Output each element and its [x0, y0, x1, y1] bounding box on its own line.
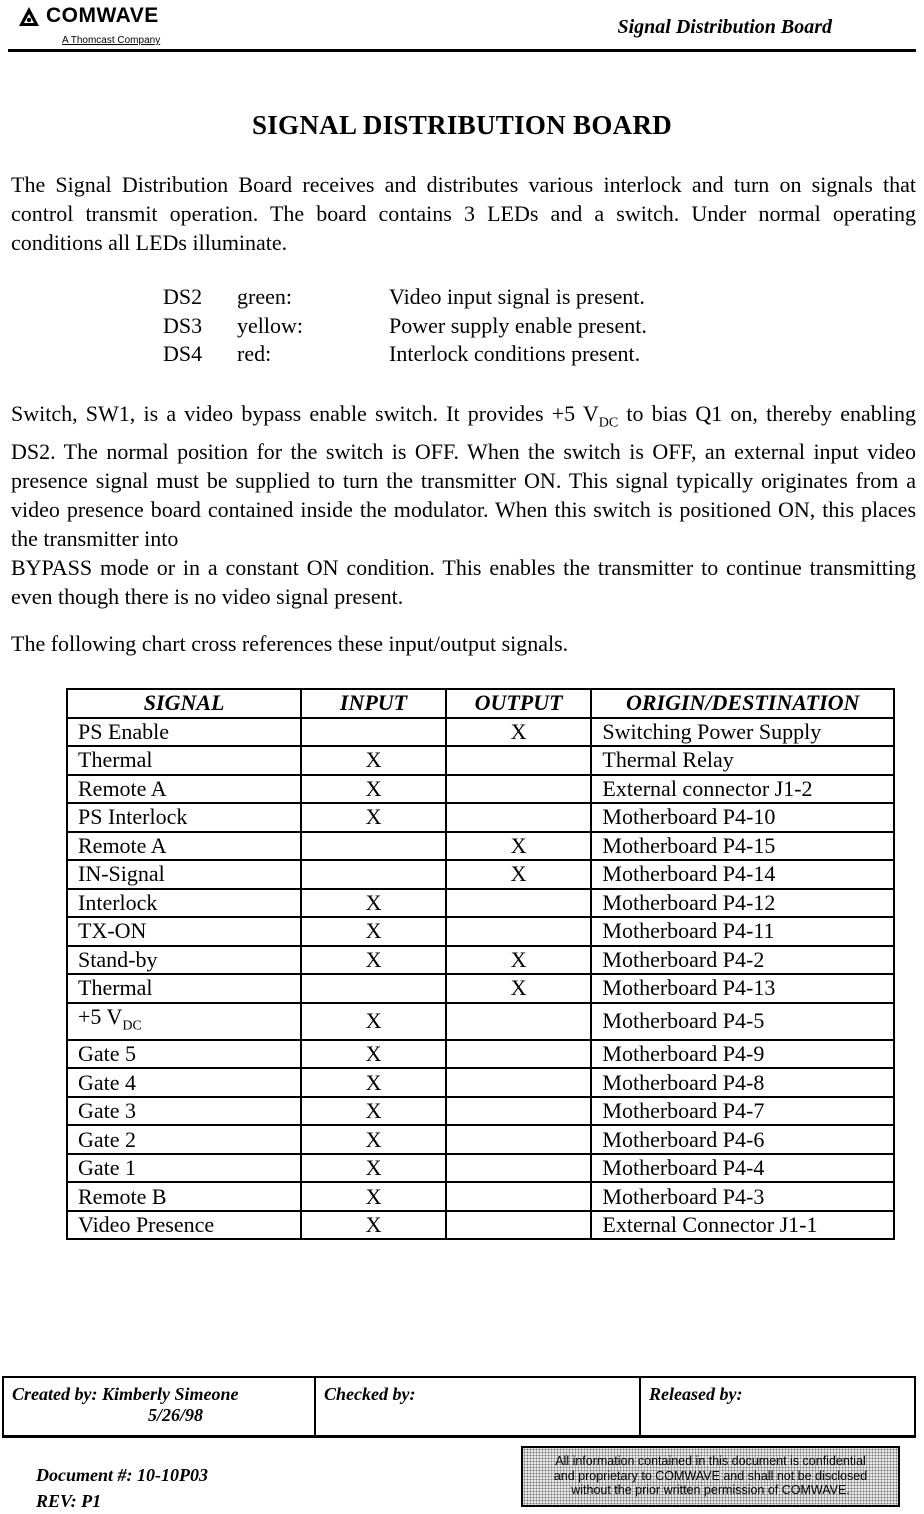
- cell-destination: [591, 718, 894, 747]
- confidentiality-notice: [521, 1446, 900, 1507]
- switch-text-b: to bias Q1 on, thereby enabling DS2. The normal position for the switch is OFF. When the switch is OFF, an external input video presence signal must be supplied to turn the transmitter ON. This signal typically originates from a video presence board contained inside the modulator. When this switch is positioned ON, this places the transmitter into: [11, 401, 916, 552]
- table-row: [67, 746, 894, 775]
- notice-line: and proprietary to COMWAVE and shall not be disclosed: [553, 1468, 868, 1483]
- cell-signal: [67, 860, 301, 889]
- table-row: [67, 946, 894, 975]
- cell-input: [301, 1125, 445, 1154]
- cell-signal-text: +5 V: [78, 1003, 123, 1029]
- cell-destination-text: Motherboard P4-4: [602, 1155, 765, 1181]
- led-description: Interlock conditions present.: [389, 341, 641, 366]
- led-color: green:: [237, 284, 292, 309]
- header-doc-title: Signal Distribution Board: [617, 16, 832, 38]
- table-row: [67, 803, 894, 832]
- cell-output: [446, 1097, 592, 1126]
- cell-destination: [591, 1068, 894, 1097]
- cell-destination: [591, 1097, 894, 1126]
- cell-input: [301, 1068, 445, 1097]
- table-row: [67, 1182, 894, 1211]
- led-description: Video input signal is present.: [389, 284, 645, 309]
- switch-paragraph-part2: BYPASS mode or in a constant ON condition. This enables the transmitter to continue transmitting even though there is no video signal present.: [11, 555, 916, 610]
- cell-output: [446, 889, 592, 918]
- cell-input: [301, 860, 445, 889]
- cell-input-text: X: [365, 889, 382, 915]
- cell-input-text: X: [365, 918, 382, 944]
- switch-text-a: Switch, SW1, is a video bypass enable switch. It provides +5 V: [11, 401, 599, 426]
- cell-destination-text: Motherboard P4-13: [602, 975, 776, 1001]
- notice-line: without the prior written permission of COMWAVE.: [571, 1483, 850, 1497]
- cell-output: [446, 1182, 592, 1211]
- cell-destination-text: Motherboard P4-12: [602, 889, 776, 915]
- cell-input: [301, 889, 445, 918]
- cell-signal-text: Remote A: [78, 832, 167, 858]
- cell-input-text: X: [365, 747, 382, 773]
- cell-signal: [67, 1154, 301, 1183]
- cell-output-text: X: [510, 832, 527, 858]
- cell-input: [301, 718, 445, 747]
- cell-output: [446, 946, 592, 975]
- table-row: [67, 832, 894, 861]
- cell-signal: [67, 1182, 301, 1211]
- created-by: Created by: Kimberly Simeone: [12, 1384, 239, 1404]
- cell-output: [446, 917, 592, 946]
- cell-input: [301, 974, 445, 1003]
- checked-by-cell: [316, 1378, 641, 1435]
- cell-destination: [591, 889, 894, 918]
- cell-destination-text: Motherboard P4-3: [602, 1183, 765, 1209]
- released-by-cell: [641, 1378, 914, 1435]
- cell-input: [301, 803, 445, 832]
- cell-signal: [67, 832, 301, 861]
- cell-input: [301, 746, 445, 775]
- cell-signal-text: Remote A: [78, 775, 167, 801]
- cell-signal-text: Stand-by: [78, 946, 158, 972]
- document-info: [36, 1462, 208, 1514]
- table-row: [67, 1125, 894, 1154]
- cell-signal-sub: DC: [122, 1017, 142, 1033]
- cell-input-text: X: [365, 946, 382, 972]
- intro-paragraph: The Signal Distribution Board receives and distributes various interlock and turn on signals that control transmit operation. The board contains 3 LEDs and a switch. Under normal operating conditions all LEDs illuminate.: [11, 172, 916, 255]
- cell-signal: [67, 746, 301, 775]
- cell-destination-text: External connector J1-2: [602, 775, 813, 801]
- cell-input-text: X: [365, 1098, 382, 1124]
- table-row: [67, 1040, 894, 1069]
- cell-signal: [67, 1125, 301, 1154]
- cell-destination: [591, 974, 894, 1003]
- cell-signal-text: Gate 2: [78, 1126, 137, 1152]
- cell-input: [301, 1003, 445, 1040]
- cell-input-text: X: [365, 1183, 382, 1209]
- header-output: OUTPUT: [446, 689, 592, 718]
- cell-destination-text: Motherboard P4-5: [602, 1008, 765, 1034]
- cell-input: [301, 1097, 445, 1126]
- chart-intro: The following chart cross references these input/output signals.: [11, 631, 569, 656]
- led-description: Power supply enable present.: [389, 312, 647, 338]
- table-row: [67, 775, 894, 804]
- cell-input: [301, 1182, 445, 1211]
- cell-signal: [67, 803, 301, 832]
- cell-signal-text: Thermal: [78, 747, 153, 773]
- cell-destination: [591, 1040, 894, 1069]
- cell-signal: [67, 1040, 301, 1069]
- cell-output: [446, 1211, 592, 1240]
- table-row: [67, 1097, 894, 1126]
- cell-output: [446, 832, 592, 861]
- created-date: 5/26/98: [148, 1405, 204, 1425]
- table-row: [67, 718, 894, 747]
- cell-signal: [67, 1003, 301, 1040]
- cell-signal: [67, 1211, 301, 1240]
- table-row: [67, 917, 894, 946]
- header-rule: [8, 49, 916, 52]
- led-row-ds2: [163, 283, 723, 312]
- cell-destination: [591, 1125, 894, 1154]
- cell-input-text: X: [365, 1041, 382, 1067]
- company-subtitle: A Thomcast Company: [62, 35, 161, 46]
- cell-destination-text: Motherboard P4-10: [602, 804, 776, 830]
- cell-destination-text: External Connector J1-1: [602, 1212, 818, 1238]
- cell-signal-text: IN-Signal: [78, 861, 165, 887]
- cell-signal-text: Remote B: [78, 1183, 167, 1209]
- cell-signal: [67, 946, 301, 975]
- cell-input: [301, 775, 445, 804]
- cell-signal: [67, 889, 301, 918]
- header-input: INPUT: [301, 689, 445, 718]
- cell-destination: [591, 1003, 894, 1040]
- cell-output: [446, 1125, 592, 1154]
- cell-signal: [67, 1068, 301, 1097]
- revision: REV: P1: [36, 1491, 102, 1511]
- cell-input-text: X: [365, 1212, 382, 1238]
- cell-output-text: X: [510, 975, 527, 1001]
- cell-input: [301, 1040, 445, 1069]
- cell-destination-text: Motherboard P4-9: [602, 1041, 765, 1067]
- cell-signal: [67, 974, 301, 1003]
- cell-output: [446, 1040, 592, 1069]
- table-row: [67, 889, 894, 918]
- cell-destination-text: Thermal Relay: [602, 747, 734, 773]
- page-title: SIGNAL DISTRIBUTION BOARD: [251, 110, 673, 140]
- table-row: [67, 1154, 894, 1183]
- cell-signal-text: Gate 1: [78, 1155, 137, 1181]
- cell-destination: [591, 832, 894, 861]
- cell-destination: [591, 746, 894, 775]
- cell-input: [301, 1154, 445, 1183]
- cell-signal-text: Gate 5: [78, 1041, 137, 1067]
- header-destination: ORIGIN/DESTINATION: [591, 689, 894, 718]
- cell-signal-text: TX-ON: [78, 918, 147, 944]
- cell-signal-text: Gate 3: [78, 1098, 137, 1124]
- created-by-cell: [4, 1378, 316, 1435]
- table-row: [67, 1003, 894, 1040]
- cell-signal-text: Gate 4: [78, 1069, 137, 1095]
- cell-input-text: X: [365, 775, 382, 801]
- cell-signal-text: PS Enable: [78, 718, 170, 744]
- cell-input-text: X: [365, 1155, 382, 1181]
- signoff-block: [2, 1376, 916, 1438]
- led-color: yellow:: [237, 312, 303, 338]
- cell-destination: [591, 775, 894, 804]
- checked-by: Checked by:: [324, 1384, 416, 1404]
- signal-table: [66, 688, 895, 1240]
- cell-output: [446, 1003, 592, 1040]
- cell-output: [446, 1068, 592, 1097]
- cell-destination: [591, 1182, 894, 1211]
- led-row-ds4: [163, 340, 723, 369]
- cell-destination-text: Motherboard P4-7: [602, 1098, 765, 1124]
- cell-output-text: X: [510, 718, 527, 744]
- led-id: DS3: [163, 312, 203, 338]
- cell-destination-text: Motherboard P4-6: [602, 1126, 765, 1152]
- switch-paragraph-part1: [11, 399, 916, 553]
- cell-destination: [591, 860, 894, 889]
- led-row-ds3: [163, 312, 723, 341]
- cell-destination: [591, 917, 894, 946]
- led-id: DS4: [163, 341, 203, 366]
- cell-destination: [591, 1154, 894, 1183]
- cell-destination-text: Motherboard P4-2: [602, 946, 765, 972]
- cell-input-text: X: [365, 1126, 382, 1152]
- cell-input-text: X: [365, 1069, 382, 1095]
- cell-input-text: X: [365, 804, 382, 830]
- cell-destination-text: Switching Power Supply: [602, 718, 822, 744]
- cell-output: [446, 803, 592, 832]
- cell-signal: [67, 775, 301, 804]
- cell-destination-text: Motherboard P4-15: [602, 832, 776, 858]
- cell-input: [301, 832, 445, 861]
- cell-input: [301, 917, 445, 946]
- table-row: [67, 974, 894, 1003]
- cell-input: [301, 1211, 445, 1240]
- released-by: Released by:: [649, 1384, 743, 1404]
- cell-input: [301, 946, 445, 975]
- cell-signal: [67, 917, 301, 946]
- cell-signal: [67, 718, 301, 747]
- cell-signal: [67, 1097, 301, 1126]
- table-row: [67, 1068, 894, 1097]
- cell-destination: [591, 803, 894, 832]
- header-signal: SIGNAL: [67, 689, 301, 718]
- cell-destination: [591, 1211, 894, 1240]
- cell-destination-text: Motherboard P4-14: [602, 861, 776, 887]
- cell-signal-text: PS Interlock: [78, 804, 188, 830]
- switch-paragraph: [11, 399, 916, 611]
- cell-destination-text: Motherboard P4-8: [602, 1069, 765, 1095]
- table-body: [67, 718, 894, 1240]
- cell-destination: [591, 946, 894, 975]
- cell-signal-text: Video Presence: [78, 1212, 215, 1238]
- cell-output-text: X: [510, 946, 527, 972]
- cell-destination-text: Motherboard P4-11: [602, 918, 775, 944]
- comwave-logo-icon: [18, 6, 40, 28]
- cell-output: [446, 1154, 592, 1183]
- notice-line: All information contained in this document is confidential: [555, 1454, 866, 1468]
- cell-output: [446, 775, 592, 804]
- led-list: [163, 283, 723, 369]
- table-row: [67, 1211, 894, 1240]
- cell-input-text: X: [365, 1008, 382, 1034]
- cell-output: [446, 974, 592, 1003]
- document-number: Document #: 10-10P03: [36, 1465, 208, 1485]
- cell-signal-text: Thermal: [78, 975, 153, 1001]
- company-name: COMWAVE: [46, 4, 159, 27]
- cell-output: [446, 746, 592, 775]
- led-id: DS2: [163, 284, 203, 309]
- table-header-row: [67, 689, 894, 718]
- cell-output: [446, 718, 592, 747]
- table-row: [67, 860, 894, 889]
- led-color: red:: [237, 341, 272, 366]
- cell-signal-text: Interlock: [78, 889, 158, 915]
- cell-output: [446, 860, 592, 889]
- switch-text-sub: DC: [598, 415, 619, 431]
- cell-output-text: X: [510, 861, 527, 887]
